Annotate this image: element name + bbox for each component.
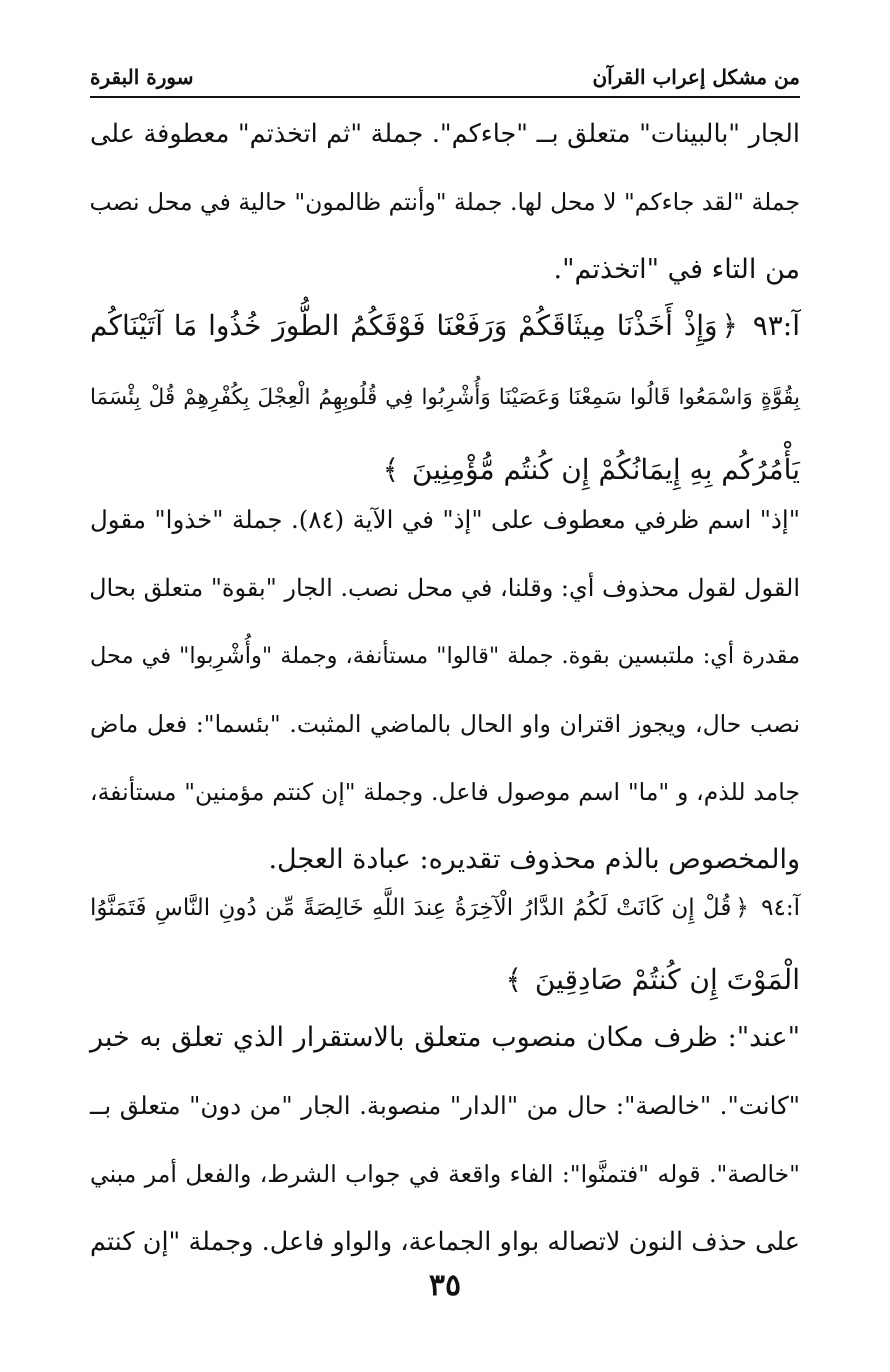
text-line: والمخصوص بالذم محذوف تقديره: عبادة العجل. bbox=[268, 844, 800, 875]
verse-text: قُلْ إِن كَانَتْ لَكُمُ الدَّارُ الْآخِرَةُ عِندَ اللَّهِ خَالِصَةً مِّن دُونِ النَّاسِ فَتَمَنَّوُا bbox=[90, 895, 732, 921]
verse-open-ornament: ﴿ bbox=[735, 895, 749, 921]
header-divider bbox=[90, 96, 800, 98]
verse-close-ornament: ﴾ bbox=[505, 963, 522, 996]
text-line: "كانت". "خالصة": حال من "الدار" منصوبة. الجار "من دون" متعلق بــ bbox=[90, 1091, 800, 1120]
paragraph-3 bbox=[90, 1004, 800, 1276]
verse-line bbox=[90, 872, 800, 944]
paragraph-1 bbox=[90, 100, 800, 304]
verse-text: وَإِذْ أَخَذْنَا مِيثَاقَكُمْ وَرَفَعْنَا فَوْقَكُمُ الطُّورَ خُذُوا مَا آتَيْنَاكُم bbox=[90, 309, 718, 342]
text-line: من التاء في "اتخذتم". bbox=[553, 254, 800, 285]
text-line: جامد للذم، و "ما" اسم موصول فاعل. وجملة "إن كنتم مؤمنين" مستأنفة، bbox=[90, 778, 800, 806]
text-line: جملة "لقد جاءكم" لا محل لها. جملة "وأنتم ظالمون" حالية في محل نصب bbox=[89, 188, 800, 216]
verse-close-ornament: ﴾ bbox=[382, 453, 399, 486]
verse-open-ornament: ﴿ bbox=[721, 309, 738, 342]
surah-name: سورة البقرة bbox=[90, 65, 194, 89]
book-title: من مشكل إعراب القرآن bbox=[592, 65, 800, 89]
verse-text: الْمَوْتَ إِن كُنتُمْ صَادِقِينَ bbox=[534, 963, 800, 996]
text-line: "خالصة". قوله "فتمنَّوا": الفاء واقعة في جواب الشرط، والفعل أمر مبني bbox=[90, 1160, 800, 1188]
running-header bbox=[90, 60, 800, 94]
page-number: ٣٥ bbox=[428, 1268, 462, 1303]
text-line: "عند": ظرف مكان منصوب متعلق بالاستقرار الذي تعلق به خبر bbox=[90, 1022, 800, 1053]
verse-94 bbox=[90, 872, 800, 1016]
verse-text: يَأْمُرُكُم بِهِ إِيمَانُكُمْ إِن كُنتُم مُّؤْمِنِينَ bbox=[411, 453, 800, 486]
text-line: الجار "بالبينات" متعلق بــ "جاءكم". جملة "ثم اتخذتم" معطوفة على bbox=[90, 119, 800, 149]
text-line: مقدرة أي: ملتبسين بقوة. جملة "قالوا" مستأنفة، وجملة "وأُشْرِبوا" في محل bbox=[90, 643, 800, 669]
verse-line: بِقُوَّةٍ وَاسْمَعُوا قَالُوا سَمِعْنَا وَعَصَيْنَا وَأُشْرِبُوا فِي قُلُوبِهِمُ الْعِجْلَ بِكُفْرِهِمْ قُلْ بِئْسَمَا bbox=[90, 385, 800, 410]
verse-number: آ:٩٤ bbox=[761, 895, 800, 921]
text-line: على حذف النون لاتصاله بواو الجماعة، والواو فاعل. وجملة "إن كنتم bbox=[90, 1227, 800, 1257]
verse-number: آ:٩٣ bbox=[752, 309, 801, 342]
verse-line bbox=[90, 290, 800, 362]
text-line: نصب حال، ويجوز اقتران واو الحال بالماضي المثبت. "بئسما": فعل ماض bbox=[90, 710, 800, 738]
paragraph-2 bbox=[90, 486, 800, 894]
text-line: القول لقول محذوف أي: وقلنا، في محل نصب. الجار "بقوة" متعلق بحال bbox=[89, 574, 800, 602]
verse-93 bbox=[90, 290, 800, 506]
text-line: "إذ" اسم ظرفي معطوف على "إذ" في الآية (٨٤). جملة "خذوا" مقول bbox=[90, 505, 800, 534]
